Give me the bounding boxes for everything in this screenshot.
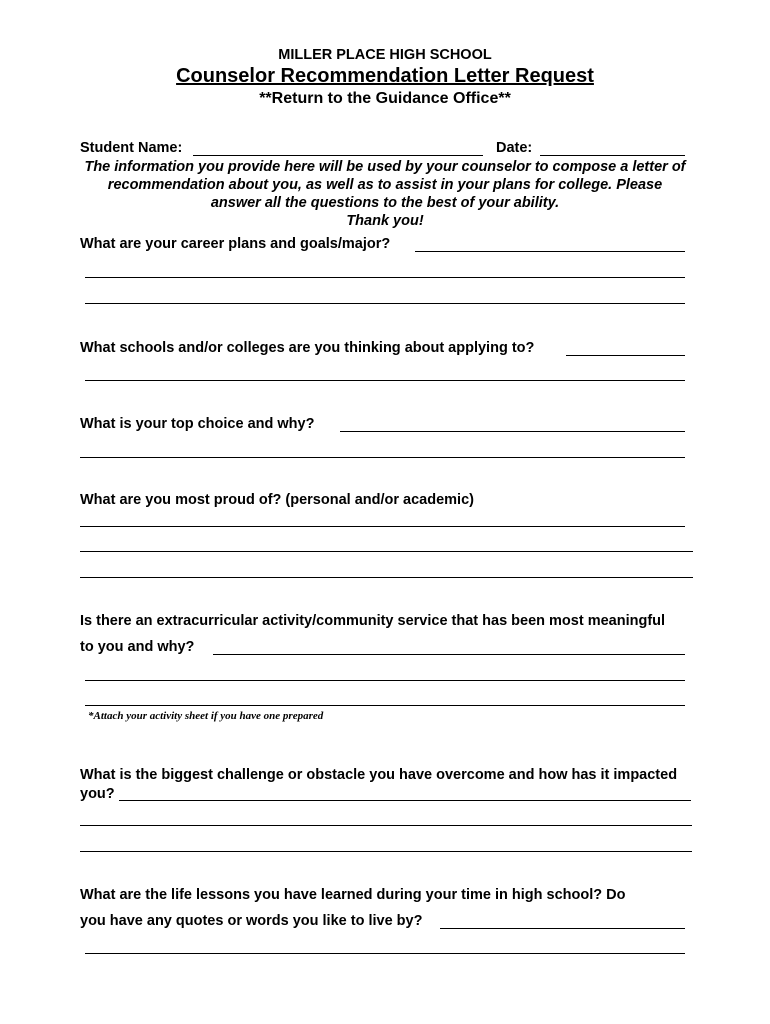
question-top-choice: What is your top choice and why? [80, 416, 315, 432]
intro-line-1: The information you provide here will be used by your counselor to compose a letter of [84, 159, 686, 175]
question-challenge-line-1: What is the biggest challenge or obstacle you have overcome and how has it impacted [80, 767, 678, 783]
school-name: MILLER PLACE HIGH SCHOOL [278, 47, 492, 63]
intro-line-4: Thank you! [346, 213, 424, 229]
answer-challenge-line-3[interactable] [80, 851, 692, 852]
answer-top-choice-line-2[interactable] [80, 457, 685, 458]
question-extracurricular-line-2: to you and why? [80, 639, 195, 655]
answer-extracurricular-line-2[interactable] [85, 680, 685, 681]
answer-schools-line-2[interactable] [85, 380, 685, 381]
answer-challenge-line-2[interactable] [80, 825, 692, 826]
answer-top-choice-line-1[interactable] [340, 431, 685, 432]
question-extracurricular-line-1: Is there an extracurricular activity/community service that has been most meaningful [80, 613, 666, 629]
question-life-lessons-line-2: you have any quotes or words you like to live by? [80, 913, 423, 929]
answer-proud-of-line-2[interactable] [80, 551, 693, 552]
answer-career-plans-line-1[interactable] [415, 251, 685, 252]
answer-proud-of-line-3[interactable] [80, 577, 693, 578]
question-challenge-line-2: you? [80, 786, 115, 802]
student-name-label: Student Name: [80, 140, 183, 156]
answer-extracurricular-line-3[interactable] [85, 705, 685, 706]
answer-schools-line-1[interactable] [566, 355, 685, 356]
answer-challenge-line-1[interactable] [119, 800, 691, 801]
question-proud-of: What are you most proud of? (personal and/or academic) [80, 492, 474, 508]
date-label: Date: [496, 140, 533, 156]
intro-line-2: recommendation about you, as well as to assist in your plans for college. Please [107, 177, 663, 193]
answer-career-plans-line-3[interactable] [85, 303, 685, 304]
answer-career-plans-line-2[interactable] [85, 277, 685, 278]
form-title: Counselor Recommendation Letter Request [176, 65, 594, 87]
answer-life-lessons-line-2[interactable] [85, 953, 685, 954]
student-name-field[interactable] [193, 155, 483, 156]
answer-extracurricular-line-1[interactable] [213, 654, 685, 655]
answer-life-lessons-line-1[interactable] [440, 928, 685, 929]
form-subtitle: **Return to the Guidance Office** [259, 90, 511, 107]
intro-line-3: answer all the questions to the best of your ability. [210, 195, 560, 211]
answer-proud-of-line-1[interactable] [80, 526, 685, 527]
question-career-plans: What are your career plans and goals/major? [80, 236, 391, 252]
question-schools: What schools and/or colleges are you thinking about applying to? [80, 340, 535, 356]
date-field[interactable] [540, 155, 685, 156]
activity-sheet-note: *Attach your activity sheet if you have one prepared [88, 710, 324, 722]
question-life-lessons-line-1: What are the life lessons you have learned during your time in high school? Do [80, 887, 626, 903]
